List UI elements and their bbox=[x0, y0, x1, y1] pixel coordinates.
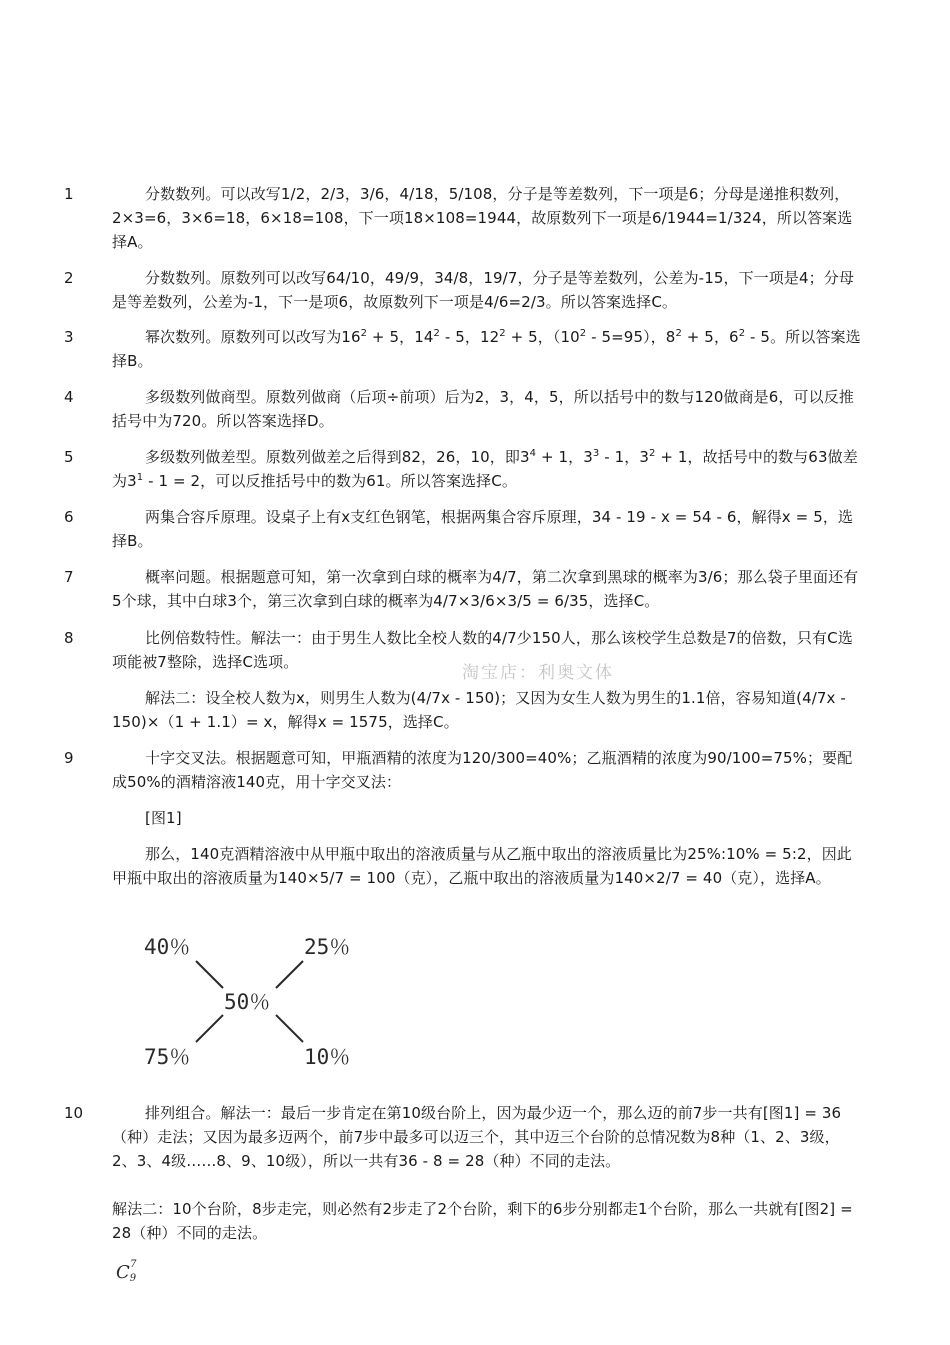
diagram-top-left: 40％ bbox=[144, 935, 191, 959]
question-number-1: 1 bbox=[64, 185, 74, 203]
cross-method-diagram bbox=[128, 925, 378, 1075]
answer-7-text: 概率问题。根据题意可知，第一次拿到白球的概率为4/7，第二次拿到黑球的概率为3/6；那么袋子里面还有5个球，其中白球3个，第三次拿到白球的概率为4/7×3/6×3/5 = 6/35，选择C。 bbox=[112, 568, 859, 610]
answer-8-text: 比例倍数特性。解法一：由于男生人数比全校人数的4/7少150人，那么该校学生总数是7的倍数，只有C选项能被7整除，选择C选项。 bbox=[112, 629, 853, 671]
answer-2-text: 分数数列。原数列可以改写64/10，49/9，34/8，19/7，分子是等差数列，公差为-15，下一项是4；分母是等差数列，公差为-1，下一是项6，故原数列下一项是4/6=2/3。所以答案选择C。 bbox=[112, 269, 854, 311]
diagram-line-bottom-right bbox=[276, 1015, 303, 1042]
diagram-line-top-left bbox=[196, 961, 223, 988]
question-number-6: 6 bbox=[64, 508, 74, 526]
combination-formula: $C9^7$ bbox=[116, 1259, 137, 1284]
answer-10-text: 排列组合。解法一：最后一步肯定在第10级台阶上，因为最少迈一个，那么迈的前7步一共有[图1] = 36（种）走法；又因为最多迈两个，前7步中最多可以迈三个，其中迈三个台阶的总情况数为8种（1、2、3级，2、3、4级……8、9、10级），所以一共有36 - 8 = 28（种）不同的走法。 bbox=[112, 1104, 842, 1170]
diagram-center: 50％ bbox=[224, 990, 271, 1014]
diagram-bottom-right: 10％ bbox=[304, 1045, 351, 1069]
answer-9-continued: 那么，140克酒精溶液中从甲瓶中取出的溶液质量与从乙瓶中取出的溶液质量比为25%:10% = 5:2，因此甲瓶中取出的溶液质量为140×5/7 = 100（克），乙瓶中取出的溶液质量为140×2/7 = 40（克），选择A。 bbox=[112, 845, 852, 887]
watermark: 淘宝店：利奥文体 bbox=[462, 663, 614, 683]
diagram-line-bottom-left bbox=[196, 1015, 223, 1042]
question-number-10: 10 bbox=[64, 1104, 84, 1122]
answer-5-text: 多级数列做差型。原数列做差之后得到82，26，10，即$3^4 + 1$，$3^3 - 1$，$3^2 + 1$，故括号中的数与63做差为$3^1 - 1 = 2$，可以反推括号中的数为61。所以答案选择C。 bbox=[112, 448, 858, 490]
answer-6-text: 两集合容斥原理。设桌子上有x支红色钢笔，根据两集合容斥原理，34 - 19 - x = 54 - 6，解得x = 5，选择B。 bbox=[112, 508, 854, 550]
question-number-5: 5 bbox=[64, 448, 74, 466]
answer-4-text: 多级数列做商型。原数列做商（后项÷前项）后为2，3，4，5，所以括号中的数与120做商是6，可以反推括号中为720。所以答案选择D。 bbox=[112, 388, 854, 430]
answer-3-text: 幂次数列。原数列可以改写为$16^2 + 5$，$14^2 - 5$，$12^2 + 5$，$(10^2 - 5=95)$，$8^2 + 5$，$6^2 - 5$。所以答案选择B。 bbox=[112, 328, 861, 370]
question-number-2: 2 bbox=[64, 269, 74, 287]
answer-8-method-2: 解法二：设全校人数为x，则男生人数为(4/7x - 150)；又因为女生人数为男生的1.1倍，容易知道(4/7x - 150)×（1 + 1.1）= x，解得x = 1575，选择C。 bbox=[112, 689, 846, 731]
figure-reference: [图1] bbox=[145, 809, 182, 827]
answer-9-text: 十字交叉法。根据题意可知，甲瓶酒精的浓度为120/300=40%；乙瓶酒精的浓度为90/100=75%；要配成50%的酒精溶液140克，用十字交叉法： bbox=[112, 749, 853, 791]
question-number-3: 3 bbox=[64, 328, 74, 346]
diagram-line-top-right bbox=[276, 961, 303, 988]
question-number-7: 7 bbox=[64, 568, 74, 586]
question-number-8: 8 bbox=[64, 629, 74, 647]
diagram-bottom-left: 75％ bbox=[144, 1045, 191, 1069]
answer-10-method-2: 解法二：10个台阶，8步走完，则必然有2步走了2个台阶，剩下的6步分别都走1个台阶，那么一共就有[图2] = 28（种）不同的走法。 bbox=[112, 1200, 853, 1242]
diagram-top-right: 25％ bbox=[304, 935, 351, 959]
question-number-9: 9 bbox=[64, 749, 74, 767]
answer-1-text: 分数数列。可以改写1/2，2/3，3/6，4/18，5/108，分子是等差数列，下一项是6；分母是递推积数列，2×3=6，3×6=18，6×18=108，下一项18×108=1944，故原数列下一项是6/1944=1/324，所以答案选择A。 bbox=[112, 185, 853, 251]
question-number-4: 4 bbox=[64, 388, 74, 406]
